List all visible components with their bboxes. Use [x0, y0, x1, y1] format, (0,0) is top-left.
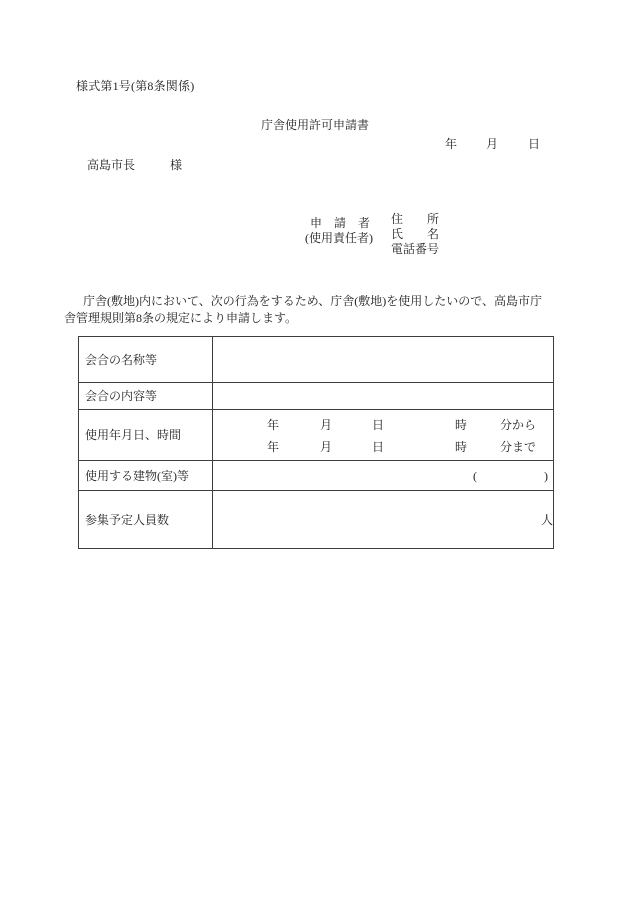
- date-line: [445, 137, 540, 151]
- time-from-month-label: 月: [320, 418, 333, 432]
- page-title: 庁舎使用許可申請書: [260, 118, 369, 132]
- application-table: [78, 336, 554, 549]
- addressee-line: [87, 158, 182, 172]
- row-value-meeting-content: [213, 383, 554, 410]
- row-value-meeting-name: [213, 337, 554, 383]
- table-row-meeting-content: [79, 383, 554, 410]
- date-year-label: 年: [445, 137, 458, 151]
- time-from-year-label: 年: [267, 418, 280, 432]
- row-label-use-datetime: 使用年月日、時間: [79, 410, 213, 461]
- row-label-meeting-name: 会合の名称等: [79, 337, 213, 383]
- applicant-fields-block: [391, 212, 439, 257]
- body-line-2: 舎管理規則第8条の規定により申請します。: [64, 311, 298, 325]
- time-to-hour-label: 時: [455, 440, 468, 454]
- body-line-1: 庁舎(敷地)内において、次の行為をするため、庁舎(敷地)を使用したいので、高島市庁: [83, 294, 543, 308]
- row-label-meeting-content: 会合の内容等: [79, 383, 213, 410]
- applicant-sublabel: (使用責任者): [305, 231, 373, 245]
- time-to-minute-label: 分まで: [500, 440, 537, 454]
- time-to-year-label: 年: [267, 440, 280, 454]
- field-label-name: 氏 名: [391, 227, 440, 241]
- time-to-month-label: 月: [320, 440, 333, 454]
- time-from-minute-label: 分から: [500, 418, 537, 432]
- table-row-building: [79, 461, 554, 491]
- table-row-meeting-name: [79, 337, 554, 383]
- form-number: 様式第1号(第8条関係): [76, 79, 195, 93]
- applicant-role-block: [305, 216, 373, 246]
- row-value-attendees: [213, 491, 554, 549]
- paren-open: (: [473, 468, 477, 483]
- table-row-use-datetime: [79, 410, 554, 461]
- time-line-from: [213, 418, 553, 432]
- date-day-label: 日: [528, 137, 541, 151]
- time-to-day-label: 日: [372, 440, 385, 454]
- field-label-phone: 電話番号: [391, 242, 440, 256]
- paren-close: ): [544, 468, 548, 483]
- field-label-address: 住 所: [391, 212, 440, 226]
- row-label-building: 使用する建物(室)等: [79, 461, 213, 491]
- time-line-to: [213, 440, 553, 454]
- time-from-day-label: 日: [372, 418, 385, 432]
- table-row-attendees: [79, 491, 554, 549]
- addressee-name: 高島市長: [87, 158, 136, 172]
- applicant-label: 申 請 者: [310, 216, 371, 230]
- row-label-attendees: 参集予定人員数: [79, 491, 213, 549]
- row-value-building: [213, 461, 554, 491]
- body-paragraph: [64, 293, 542, 327]
- time-from-hour-label: 時: [455, 418, 468, 432]
- addressee-honorific: 様: [170, 158, 183, 172]
- attendees-unit-label: 人: [540, 513, 553, 527]
- row-value-use-datetime: [213, 410, 554, 461]
- date-month-label: 月: [486, 137, 499, 151]
